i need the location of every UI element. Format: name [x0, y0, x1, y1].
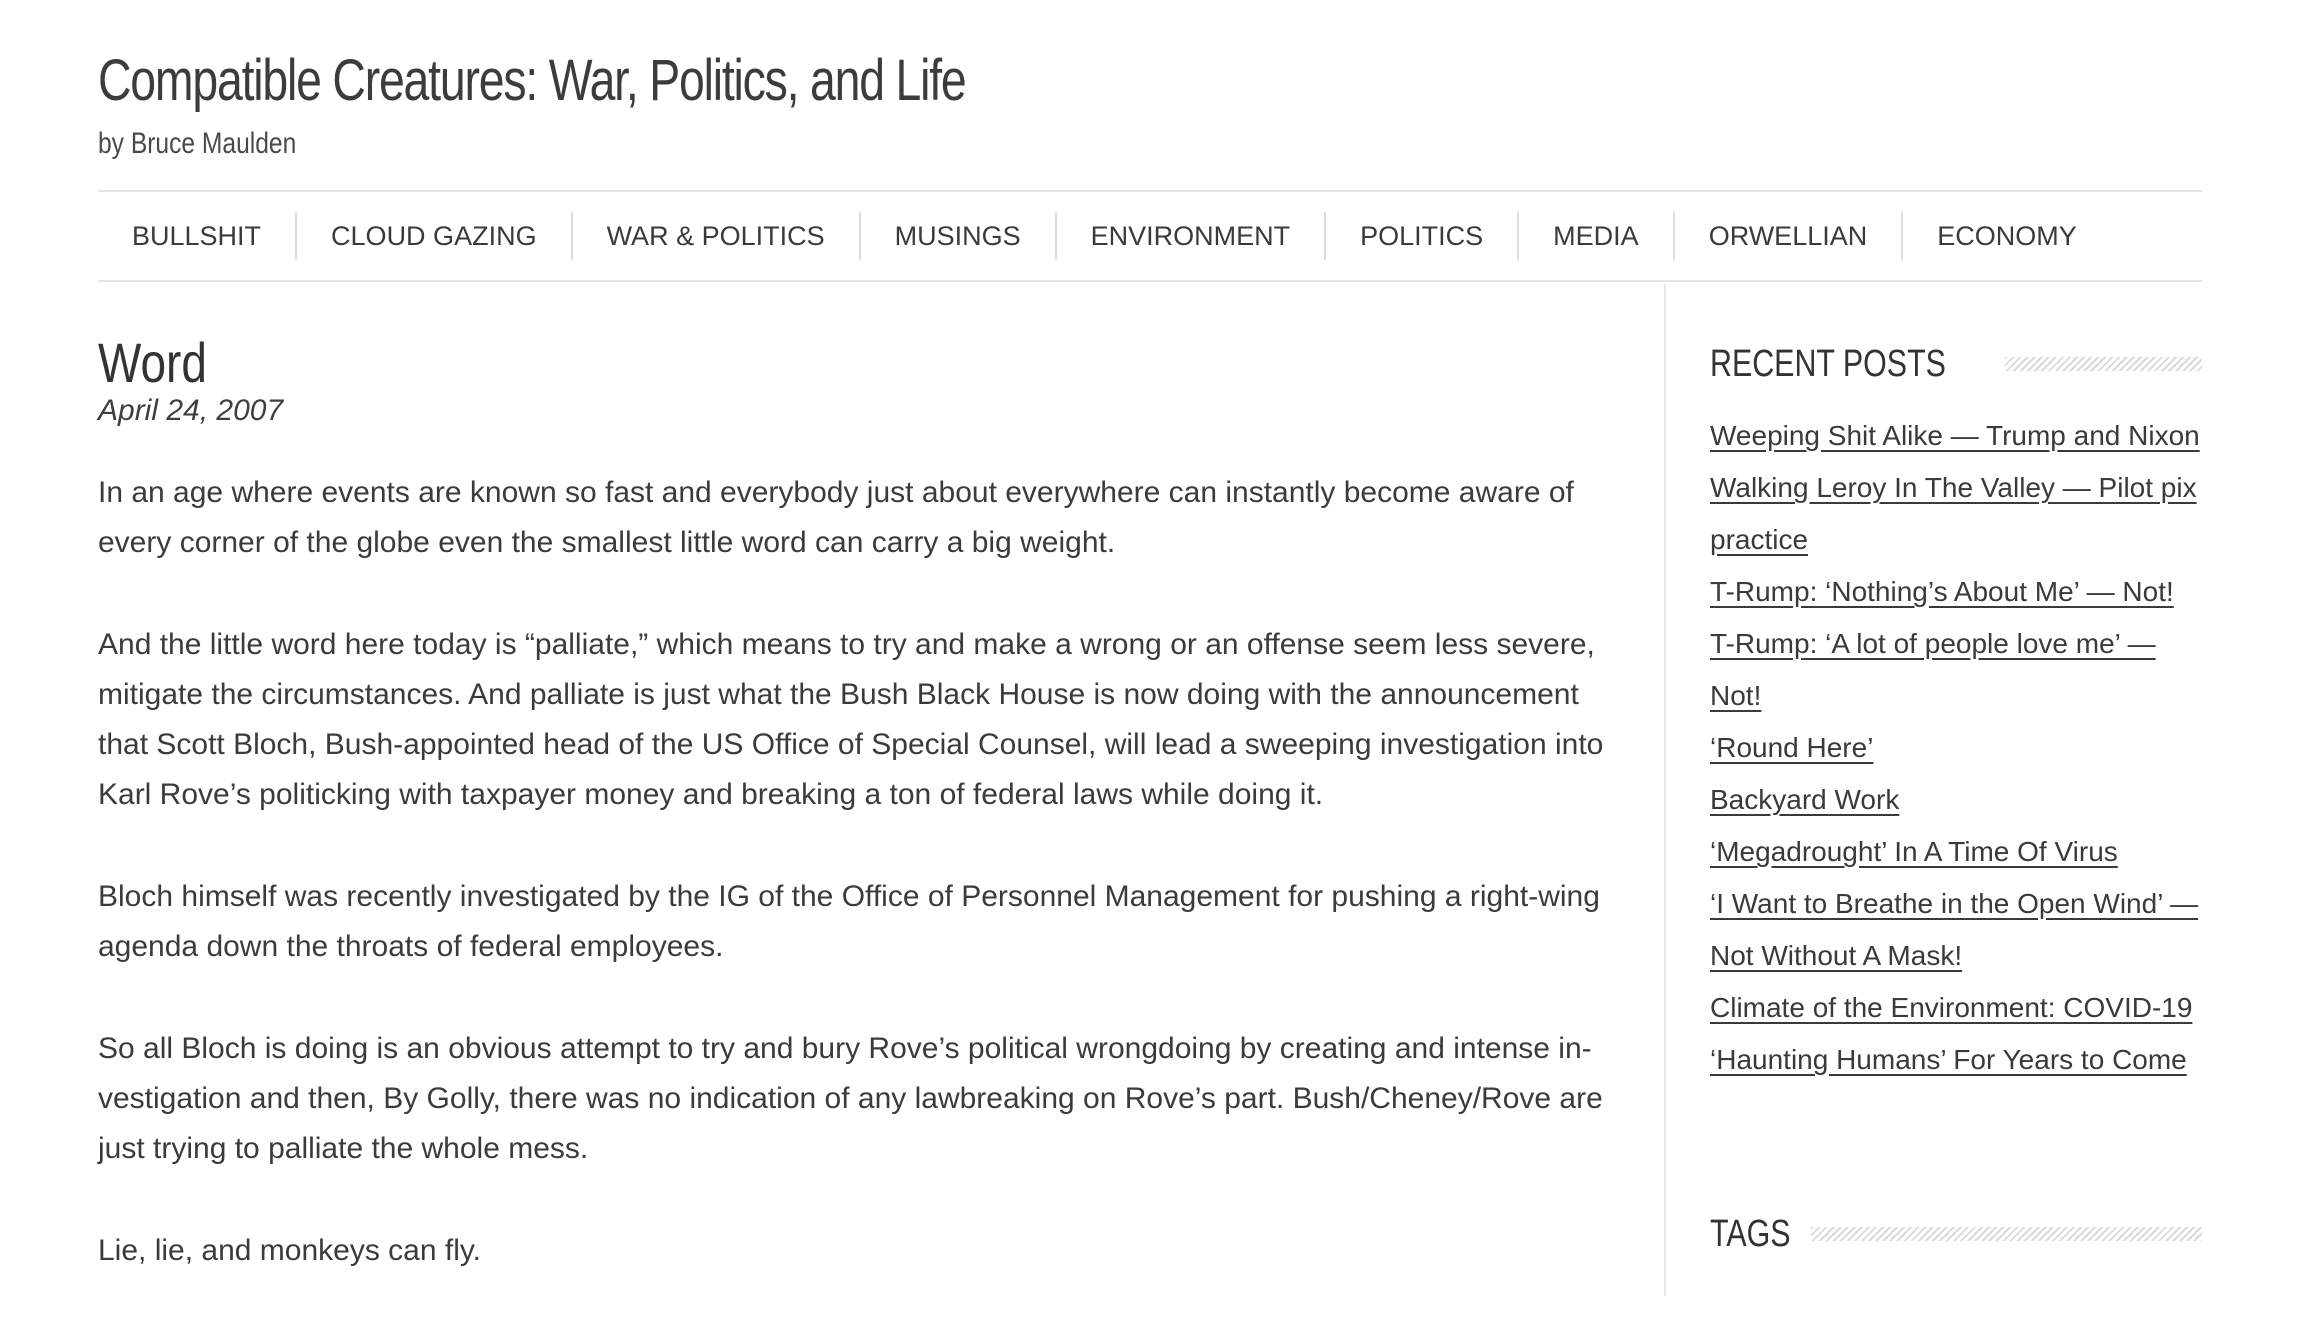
list-item [1710, 982, 2202, 1034]
recent-post-link[interactable]: Walking Leroy In The Valley — Pilot pix practice [1710, 472, 2197, 555]
list-item [1710, 462, 2202, 566]
nav-item-environment[interactable]: ENVIRONMENT [1055, 212, 1325, 260]
recent-post-link[interactable]: Backyard Work [1710, 784, 1900, 815]
post [98, 330, 1628, 1328]
recent-posts-widget [1710, 336, 2202, 1086]
tags-header [1710, 1206, 2202, 1262]
nav-item-cloud-gazing[interactable]: CLOUD GAZING [295, 212, 571, 260]
nav-item-musings[interactable]: MUSINGS [859, 212, 1055, 260]
post-paragraph: Lie, lie, and monkeys can fly. [98, 1234, 481, 1267]
recent-posts-list [1710, 410, 2202, 1086]
post-date: April 24, 2007 [98, 394, 284, 427]
nav-item-orwellian[interactable]: ORWELLIAN [1673, 212, 1902, 260]
recent-posts-title: RECENT POSTS [1710, 342, 1946, 385]
recent-post-link[interactable]: Weeping Shit Alike — Trump and Nixon [1710, 420, 2200, 451]
post-paragraph: So all Bloch is doing is an obvious attempt to try and bury Rove’s political wrongdoing by creating and intense investigation and then, By Golly, there was no indication of any lawbreaking on Rove’s part. Bush/Cheney/Rove are just trying to palliate the whole mess. [98, 1032, 1603, 1165]
recent-post-link[interactable]: T-Rump: ‘Nothing’s About Me’ — Not! [1710, 576, 2174, 607]
nav-item-bullshit[interactable]: BULLSHIT [132, 220, 262, 251]
recent-post-link[interactable]: ‘Megadrought’ In A Time Of Virus [1710, 836, 2118, 867]
list-item [1710, 826, 2202, 878]
post-body [98, 468, 1628, 1276]
recent-post-link[interactable]: ‘Round Here’ [1710, 732, 1874, 763]
nav-item-economy[interactable]: ECONOMY [1901, 212, 2111, 260]
main-nav [98, 190, 2202, 282]
recent-post-link[interactable]: T-Rump: ‘A lot of people love me’ — Not! [1710, 628, 2156, 711]
list-item [1710, 410, 2202, 462]
list-item [1710, 774, 2202, 826]
site-byline: by Bruce Maulden [98, 127, 297, 160]
site-title[interactable]: Compatible Creatures: War, Politics, and Life [98, 48, 966, 113]
content-sidebar-divider [1664, 284, 1666, 1296]
tags-widget [1710, 1206, 2202, 1262]
heading-stripes [1811, 1227, 2202, 1241]
post-paragraph: And the little word here today is “palliate,” which means to try and make a wrong or an offense seem less severe, mitigate the circumstances. And palliate is just what the Bush Black House is now doing with the announcement that Scott Bloch, Bush-appointed head of the US Office of Special Counsel, will lead a sweeping investigation into Karl Rove’s politicking with taxpayer money and breaking a ton of federal laws while doing it. [98, 628, 1604, 811]
tags-title: TAGS [1710, 1212, 1791, 1255]
heading-stripes [2005, 357, 2202, 371]
nav-item-media[interactable]: MEDIA [1517, 212, 1673, 260]
recent-posts-header [1710, 336, 2202, 392]
list-item [1710, 618, 2202, 722]
post-title: Word [98, 331, 207, 394]
recent-post-link[interactable]: ‘I Want to Breathe in the Open Wind’ — Not Without A Mask! [1710, 888, 2199, 971]
sidebar [1710, 336, 2202, 1255]
list-item [1710, 1034, 2202, 1086]
recent-post-link[interactable]: ‘Haunting Humans’ For Years to Come [1710, 1044, 2187, 1075]
recent-post-link[interactable]: Climate of the Environment: COVID-19 [1710, 992, 2193, 1023]
nav-item-war-politics[interactable]: WAR & POLITICS [571, 212, 859, 260]
post-paragraph: In an age where events are known so fast and everybody just about everywhere can instantly become aware of every corner of the globe even the smallest little word can carry a big weight. [98, 476, 1574, 559]
post-paragraph: Bloch himself was recently investigated by the IG of the Office of Personnel Management for pushing a right-wing agenda down the throats of federal employees. [98, 880, 1600, 963]
nav-item-politics[interactable]: POLITICS [1324, 212, 1517, 260]
list-item [1710, 566, 2202, 618]
page [98, 0, 2202, 1296]
list-item [1710, 878, 2202, 982]
list-item [1710, 722, 2202, 774]
